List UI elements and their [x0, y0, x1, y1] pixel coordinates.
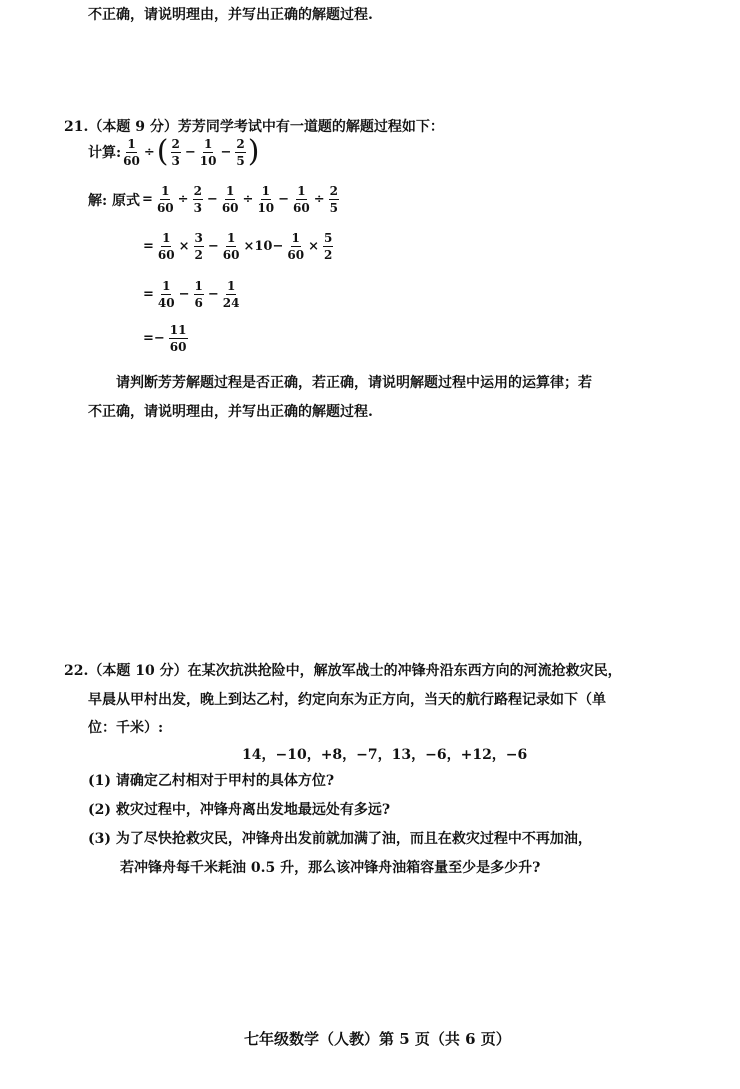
q22-line-2: 早晨从甲村出发，晚上到达乙村，约定向东为正方向，当天的航行路程记录如下（单	[88, 692, 606, 708]
fraction: $\frac{5}{2}$	[323, 231, 333, 262]
operator: −	[207, 287, 219, 302]
fraction: $\frac{11}{60}$	[169, 323, 187, 354]
operator: ×10−	[243, 239, 284, 254]
fraction: $\frac{1}{60}$	[222, 231, 240, 262]
q22-records: 14，−10，+8，−7，13，−6，+12，−6	[242, 747, 528, 763]
operator: −	[278, 192, 290, 207]
fraction: $\frac{1}{60}$	[293, 184, 310, 215]
equals-sign: =	[142, 192, 153, 207]
operator: −	[206, 192, 218, 207]
q22-line-1: 22.（本题 10 分）在某次抗洪抢险中，解放军战士的冲锋舟沿东西方向的河流抢救灾民，	[64, 663, 622, 679]
fraction: $\frac{2}{3}$	[193, 184, 202, 215]
equals-sign: =−	[143, 331, 165, 346]
fraction: $\frac{1}{60}$	[123, 136, 140, 168]
fraction: $\frac{1}{60}$	[157, 231, 175, 262]
fraction: $\frac{3}{2}$	[194, 231, 203, 262]
q22-sub-question-2: (2) 救灾过程中，冲锋舟离出发地最远处有多远?	[88, 802, 391, 818]
operator: ÷	[143, 144, 155, 160]
operator: ÷	[177, 192, 189, 207]
q22-sub-question-3-line-2: 若冲锋舟每千米耗油 0.5 升，那么该冲锋舟油箱容量至少是多少升?	[120, 860, 541, 876]
fraction: $\frac{1}{10}$	[199, 136, 217, 168]
q21-instruction-line-1: 请判断芳芳解题过程是否正确，若正确，请说明解题过程中运用的运算律；若	[116, 375, 592, 391]
fraction: $\frac{1}{60}$	[287, 231, 305, 262]
q21-header: 21.（本题 9 分）芳芳同学考试中有一道题的解题过程如下：	[64, 119, 444, 135]
operator: ÷	[313, 192, 325, 207]
operator: −	[178, 287, 190, 302]
operator: ×	[308, 239, 319, 254]
q21-calc-expression	[88, 134, 260, 169]
calc-label: 计算:	[88, 145, 122, 161]
q21-solution-line-3	[141, 280, 241, 309]
operator: −	[220, 144, 232, 160]
q21-solution-line-4	[141, 324, 190, 353]
fraction: $\frac{1}{6}$	[194, 279, 203, 310]
operator: −	[184, 144, 196, 160]
q21-instruction-line-2: 不正确，请说明理由，并写出正确的解题过程.	[88, 404, 373, 420]
operator: ×	[178, 239, 190, 254]
fraction: $\frac{1}{60}$	[221, 184, 239, 215]
left-paren: (	[156, 134, 169, 169]
right-paren: )	[247, 134, 260, 169]
fraction: $\frac{2}{3}$	[171, 136, 180, 168]
equals-sign: =	[143, 287, 154, 302]
q22-sub-question-1: (1) 请确定乙村相对于甲村的具体方位?	[88, 773, 335, 789]
fraction: $\frac{1}{24}$	[222, 279, 240, 310]
fraction: $\frac{1}{60}$	[156, 184, 174, 215]
prev-question-tail: 不正确，请说明理由，并写出正确的解题过程.	[88, 7, 373, 23]
page-footer: 七年级数学（人教）第 5 页（共 6 页）	[244, 1030, 511, 1048]
fraction: $\frac{1}{40}$	[157, 279, 175, 310]
solution-label: 解: 原式	[88, 192, 141, 209]
fraction: $\frac{2}{5}$	[329, 184, 339, 215]
fraction: $\frac{2}{5}$	[236, 136, 245, 168]
q21-solution-line-1	[88, 185, 341, 214]
fraction: $\frac{1}{10}$	[257, 184, 275, 215]
operator: −	[207, 239, 219, 254]
q21-solution-line-2	[141, 232, 335, 261]
q22-line-3: 位：千米）:	[88, 720, 164, 736]
q22-sub-question-3-line-1: (3) 为了尽快抢救灾民，冲锋舟出发前就加满了油，而且在救灾过程中不再加油，	[88, 831, 592, 847]
operator: ÷	[242, 192, 254, 207]
equals-sign: =	[143, 239, 154, 254]
